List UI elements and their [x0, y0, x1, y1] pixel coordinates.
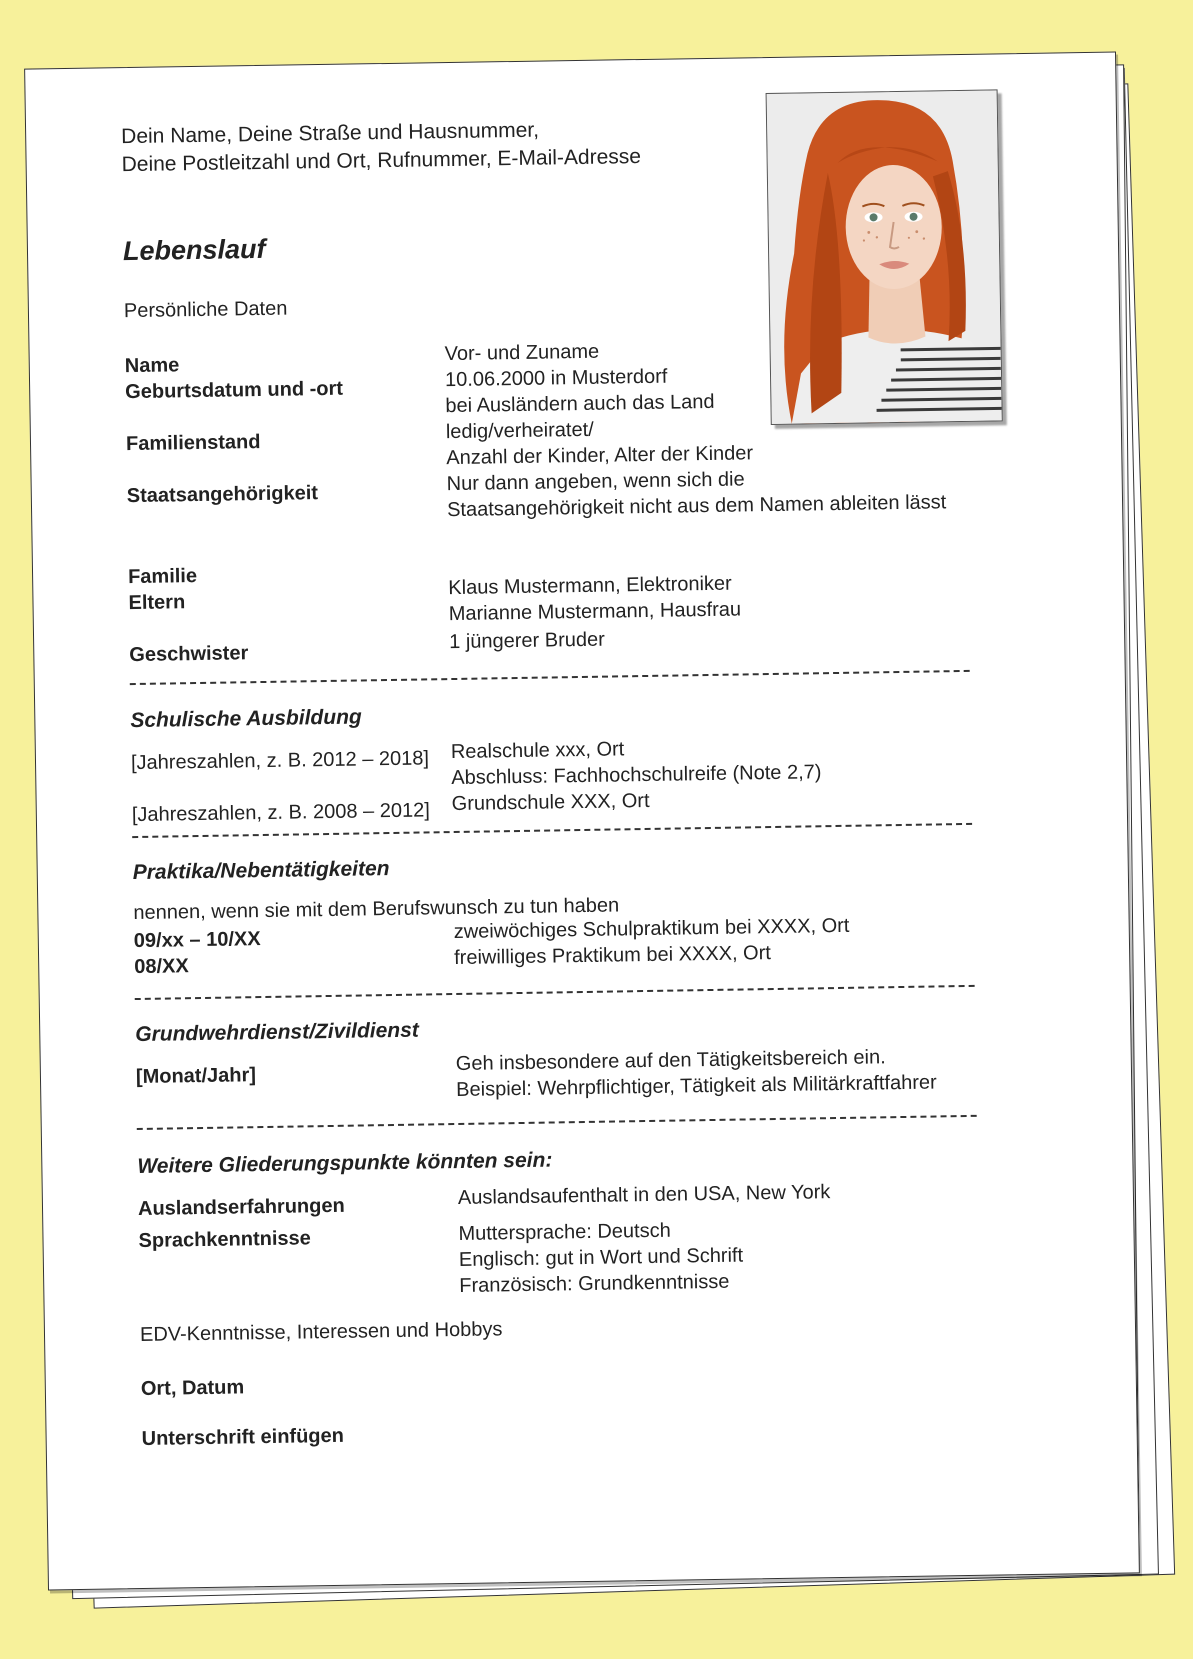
school-heading: Schulische Ausbildung — [130, 705, 362, 733]
birth-label: Geburtsdatum und -ort — [125, 377, 344, 404]
school-row-1-years: [Jahreszahlen, z. B. 2012 – 2018] — [130, 747, 430, 775]
section-divider — [135, 985, 975, 1000]
name-value: Vor- und Zuname — [444, 340, 600, 366]
family-label: Familie — [127, 565, 198, 589]
language-1: Muttersprache: Deutsch — [458, 1219, 671, 1245]
further-heading: Weitere Gliederungspunkte könnten sein: — [137, 1148, 553, 1179]
abroad-label: Auslandserfahrungen — [137, 1194, 345, 1221]
address-line-2: Deine Postleitzahl und Ort, Rufnummer, E-Mail-Adresse — [121, 144, 642, 177]
address-line-1: Dein Name, Deine Straße und Hausnummer, — [121, 118, 540, 149]
internships-note: nennen, wenn sie mit dem Berufswunsch zu tun haben — [133, 894, 620, 925]
birth-value-2: bei Ausländern auch das Land — [445, 390, 715, 418]
siblings-value: 1 jüngerer Bruder — [449, 628, 605, 654]
personal-data-heading: Persönliche Daten — [123, 297, 288, 323]
internship-1-date: 09/xx – 10/XX — [133, 928, 261, 953]
languages-label: Sprachkenntnisse — [138, 1227, 311, 1253]
service-date: [Monat/Jahr] — [135, 1064, 257, 1089]
section-divider — [130, 670, 970, 685]
it-skills: EDV-Kenntnisse, Interessen und Hobbys — [139, 1318, 503, 1347]
parents-label: Eltern — [128, 591, 186, 615]
school-row-1-value-1: Realschule xxx, Ort — [450, 738, 625, 764]
language-3: Französisch: Grundkenntnisse — [459, 1270, 730, 1297]
parents-value-1: Klaus Mustermann, Elektroniker — [448, 572, 732, 600]
parents-value-2: Marianne Mustermann, Hausfrau — [448, 598, 742, 626]
school-row-2-years: [Jahreszahlen, z. B. 2008 – 2012] — [131, 799, 430, 827]
birth-value-1: 10.06.2000 in Musterdorf — [444, 365, 668, 392]
section-divider — [137, 1115, 977, 1130]
internships-heading: Praktika/Nebentätigkeiten — [132, 857, 390, 885]
nationality-value-2: Staatsangehörigkeit nicht aus dem Namen ableiten lässt — [446, 491, 947, 522]
nationality-label: Staatsangehörigkeit — [126, 482, 319, 508]
nationality-value-1: Nur dann angeben, wenn sich die — [446, 468, 745, 496]
page-title: Lebenslauf — [122, 233, 266, 267]
place-date: Ort, Datum — [140, 1376, 245, 1400]
internship-2-date: 08/XX — [134, 955, 189, 979]
portrait-image — [767, 90, 1002, 424]
cv-sheet — [24, 52, 1140, 1591]
family-status-value-1: ledig/verheiratet/ — [445, 418, 594, 444]
service-value-1: Geh insbesondere auf den Tätigkeitsbereich ein. — [455, 1046, 886, 1076]
family-status-value-2: Anzahl der Kinder, Alter der Kinder — [446, 442, 754, 470]
language-2: Englisch: gut in Wort und Schrift — [458, 1244, 744, 1271]
school-row-2-value: Grundschule XXX, Ort — [451, 789, 650, 816]
name-label: Name — [124, 354, 180, 378]
service-value-2: Beispiel: Wehrpflichtiger, Tätigkeit als Militärkraftfahrer — [456, 1071, 937, 1102]
school-row-1-value-2: Abschluss: Fachhochschulreife (Note 2,7) — [451, 761, 822, 790]
siblings-label: Geschwister — [129, 642, 249, 667]
internship-2-value: freiwilliges Praktikum bei XXXX, Ort — [453, 942, 772, 970]
family-status-label: Familienstand — [125, 431, 261, 456]
signature-line: Unterschrift einfügen — [141, 1424, 345, 1450]
abroad-value: Auslandsaufenthalt in den USA, New York — [457, 1181, 831, 1209]
applicant-photo — [766, 89, 1003, 425]
service-heading: Grundwehrdienst/Zivildienst — [135, 1018, 419, 1047]
internship-1-value: zweiwöchiges Schulpraktikum bei XXXX, Ort — [453, 914, 850, 944]
